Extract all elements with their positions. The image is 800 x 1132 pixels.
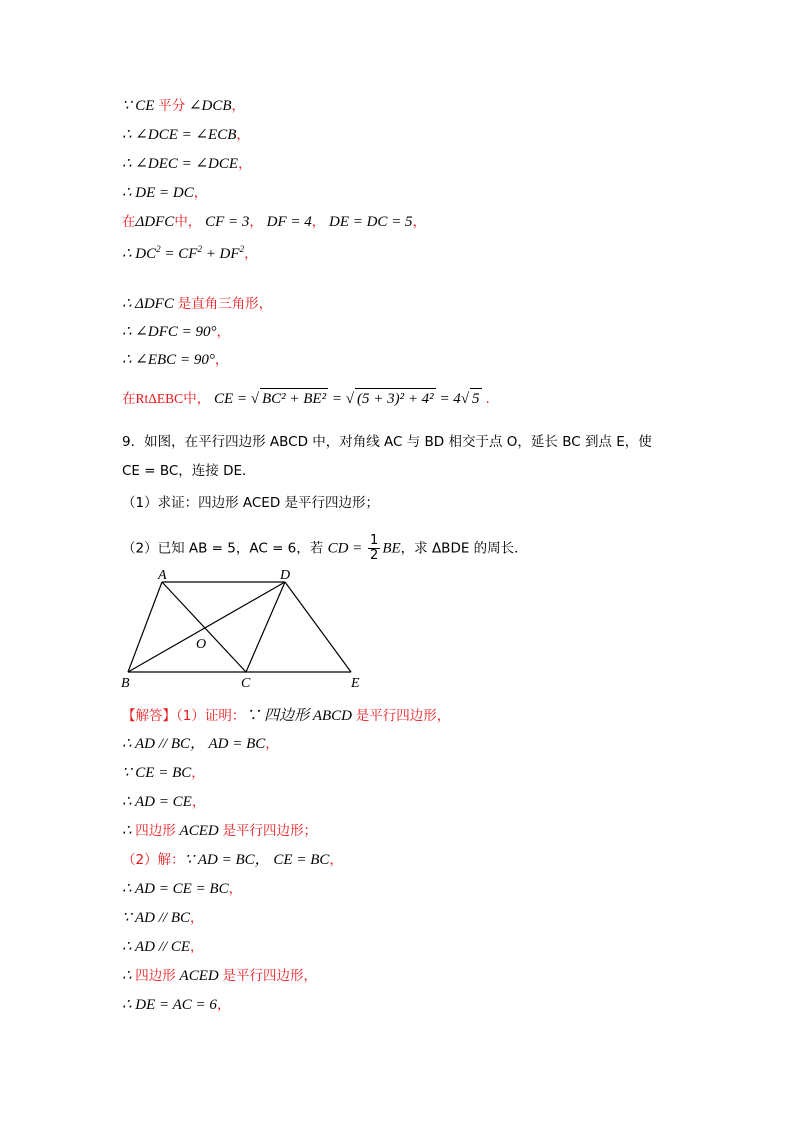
red-text: 在: [122, 391, 136, 407]
answer-line-ad-parallel-bc: [122, 734, 279, 754]
text: ∴ DE = DC: [122, 185, 194, 201]
answer-proof-start: [122, 706, 450, 726]
segment-dc: [246, 582, 285, 672]
text: DF = 4: [266, 214, 312, 230]
denominator: 2: [370, 548, 379, 563]
sqrt-sign: √: [345, 391, 354, 407]
line-angle-ebc-90: [122, 350, 228, 370]
text: ∴ AD = CE = BC: [122, 881, 229, 897]
line-angle-dec: [122, 154, 252, 174]
line-in-rt-ebc: [122, 388, 490, 409]
answer-line-de-ac-6: [122, 995, 230, 1015]
punct: ，: [216, 324, 230, 340]
segment-ac: [162, 582, 246, 672]
text: （2）已知 AB = 5，AC = 6，若: [122, 540, 324, 557]
text: CD =: [327, 540, 367, 557]
text: =: [328, 391, 346, 407]
problem-statement-line1: 9．如图，在平行四边形 ABCD 中，对角线 AC 与 BD 相交于点 O，延长 BC 到点 E，使: [122, 434, 652, 450]
text: ∴ DE = AC = 6: [122, 997, 217, 1013]
punct: ，: [238, 156, 252, 172]
punct: ，: [412, 214, 427, 230]
line-angle-dfc-90: [122, 322, 230, 342]
punct: ，: [303, 968, 317, 984]
punct: ，: [228, 881, 243, 897]
punct: ，: [249, 214, 263, 230]
line-angle-dce: [122, 125, 250, 145]
text: ∴ ∠DCE = ∠ECB: [122, 127, 237, 143]
answer-line-ad-parallel-ce: [122, 937, 204, 957]
text: ACED: [175, 823, 223, 839]
red-text: 是直角三角形: [177, 296, 259, 312]
red-text: 在: [122, 214, 136, 230]
text: ∵ 四边形 ABCD: [245, 708, 356, 724]
punct: ，: [193, 185, 208, 201]
exponent: 2: [197, 244, 202, 254]
red-text: 中，: [183, 391, 211, 407]
red-text: RtΔEBC: [135, 391, 184, 406]
red-text: 是平行四边形: [222, 968, 304, 984]
answer-tag: 【解答】（1）证明：: [122, 708, 246, 724]
text: ∴ ΔDFC: [122, 296, 178, 312]
red-text: 四边形: [135, 823, 176, 839]
punct: ，: [191, 794, 206, 810]
numerator: 1: [370, 533, 379, 548]
answer-line-ce-bc: [122, 763, 205, 783]
text: ∴: [122, 968, 136, 984]
label-o: O: [196, 637, 207, 652]
answer-part2-start: [122, 850, 343, 870]
text: BE: [382, 540, 401, 557]
problem-question-1: （1）求证：四边形 ACED 是平行四边形；: [122, 495, 380, 511]
segment-bd: [128, 582, 285, 672]
radicand: BC² + BE²: [260, 388, 328, 409]
punct: ，: [190, 939, 204, 955]
answer-line-aced-parallelogram: [122, 821, 317, 841]
punct: ，: [329, 852, 343, 868]
radicand: 5: [470, 388, 482, 409]
punct: ，: [214, 352, 229, 368]
text: ∴ DC: [122, 246, 157, 262]
red-text: 四边形: [135, 968, 176, 984]
text: ΔDFC: [135, 214, 175, 230]
segment-ab: [128, 582, 162, 672]
punct: ，: [231, 98, 246, 114]
text: CF = 3: [205, 214, 250, 230]
text: = 4: [435, 391, 461, 407]
line-ce-bisects: [122, 96, 245, 116]
label-a: A: [158, 568, 167, 583]
answer-line-aced-parallelogram-2: [122, 966, 317, 986]
text: ∴ ∠EBC = 90°: [122, 352, 215, 368]
text: ∵ CE: [122, 98, 159, 114]
text: ∴ ∠DFC = 90°: [122, 324, 217, 340]
radicand: (5 + 3)² + 4²: [355, 388, 436, 409]
text: ∵ CE = BC: [122, 765, 192, 781]
red-text: 是平行四边形；: [222, 823, 317, 839]
answer-line-ad-ce: [122, 792, 205, 812]
answer-line-ad-parallel-bc-2: [122, 908, 204, 928]
punct: ，: [190, 910, 204, 926]
text: ∴: [122, 823, 136, 839]
sqrt-sign: √: [460, 391, 470, 407]
text: = CF: [160, 246, 198, 262]
text: ∵ AD = BC， CE = BC: [184, 852, 330, 868]
text: ∴ AD = CE: [122, 794, 192, 810]
fraction: [368, 534, 380, 563]
punct: ，: [258, 296, 273, 312]
exponent: 2: [156, 244, 161, 254]
punct: ，: [236, 127, 250, 143]
text: ∠DCB: [185, 98, 232, 114]
text: ∴ AD // BC， AD = BC: [122, 736, 266, 752]
text: ACED: [175, 968, 223, 984]
label-e: E: [351, 676, 360, 691]
punct: ，: [436, 708, 451, 724]
label-b: B: [121, 676, 130, 691]
line-in-triangle-dfc: [122, 212, 426, 232]
text: + DF: [201, 246, 240, 262]
exponent: 2: [239, 244, 245, 254]
punct: .: [485, 391, 490, 407]
text: DE = DC = 5: [328, 214, 413, 230]
red-text: 是平行四边形: [355, 708, 437, 724]
line-pythagoras: [122, 244, 258, 264]
text: ，求 ΔBDE 的周长．: [400, 540, 528, 557]
text: ∴ AD // CE: [122, 939, 191, 955]
problem-statement-line2: CE = BC，连接 DE．: [122, 463, 256, 479]
segment-de: [285, 582, 351, 672]
punct: ，: [265, 736, 279, 752]
red-text: 中，: [174, 214, 202, 230]
punct: ，: [216, 997, 231, 1013]
line-right-triangle: [122, 294, 272, 314]
sqrt-sign: √: [250, 391, 259, 407]
red-text: （2）解：: [122, 852, 185, 868]
parallelogram-figure: [110, 562, 380, 694]
red-text: 平分: [158, 98, 186, 114]
punct: ，: [191, 765, 205, 781]
label-d: D: [280, 568, 291, 583]
punct: ，: [311, 214, 326, 230]
text: ∵ AD // BC: [122, 910, 191, 926]
answer-line-ad-ce-bc: [122, 879, 242, 899]
problem-question-2: [122, 534, 528, 563]
label-c: C: [241, 676, 251, 691]
text: CE =: [213, 391, 251, 407]
line-de-dc: [122, 183, 207, 203]
punct: ，: [244, 246, 258, 262]
text: ∴ ∠DEC = ∠DCE: [122, 156, 239, 172]
